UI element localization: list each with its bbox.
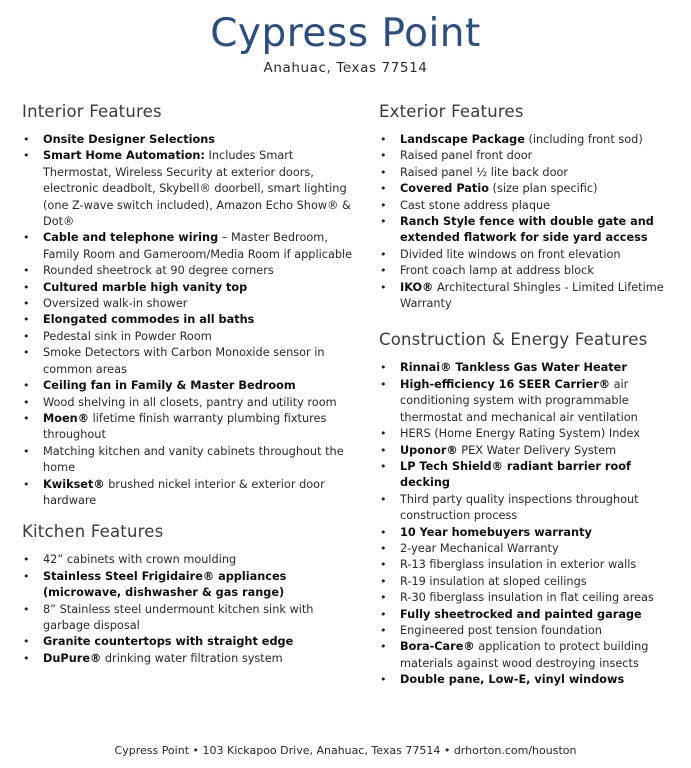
feature-item: [22, 329, 362, 345]
feature-item-highlight: Moen®: [43, 411, 90, 425]
feature-item-highlight: Fully sheetrocked and painted garage: [400, 607, 642, 621]
feature-item-text: R-30 fiberglass insulation in flat ceiling areas: [400, 591, 654, 605]
feature-item-text: Architectural Shingles - Limited Lifetime Warranty: [400, 280, 664, 311]
feature-item-highlight: Landscape Package: [400, 133, 525, 146]
feature-item: [22, 296, 362, 312]
feature-item-highlight: Double pane, Low-E, vinyl windows: [400, 673, 625, 687]
right-column: [379, 102, 684, 689]
feature-item-text: Wood shelving in all closets, pantry and utility room: [43, 395, 337, 409]
feature-item: [22, 263, 362, 279]
footer-address: Cypress Point • 103 Kickapoo Drive, Anahuac, Texas 77514 • drhorton.com/houston: [114, 744, 577, 757]
feature-item: [379, 165, 684, 181]
feature-item: [22, 552, 362, 568]
page-subtitle: Anahuac, Texas 77514: [263, 60, 428, 76]
feature-item: [379, 639, 684, 672]
feature-item: [379, 607, 684, 623]
feature-item-highlight: Cable and telephone wiring: [43, 231, 219, 245]
feature-item: [22, 312, 362, 328]
feature-item: [379, 459, 684, 492]
feature-item-highlight: Onsite Designer Selections: [43, 133, 215, 146]
feature-item: [379, 181, 684, 197]
feature-item: [22, 651, 362, 667]
feature-item: [22, 444, 362, 477]
feature-item: [379, 574, 684, 590]
feature-item-text: brushed nickel interior & exterior door hardware: [43, 477, 325, 507]
interior-features-list: [22, 132, 362, 509]
feature-item-highlight: Bora-Care®: [400, 640, 475, 654]
feature-item: [22, 280, 362, 296]
feature-item-highlight: DuPure®: [43, 651, 102, 665]
feature-item: [379, 377, 684, 426]
feature-item: [379, 672, 684, 688]
feature-item-text: HERS (Home Energy Rating System) Index: [400, 427, 640, 441]
feature-item-text: Oversized walk-in shower: [43, 297, 188, 311]
feature-item: [22, 569, 362, 602]
feature-item: [22, 395, 362, 411]
feature-item-text: Smoke Detectors with Carbon Monoxide sensor in common areas: [43, 346, 325, 376]
left-column: [22, 102, 362, 667]
feature-item-highlight: 10 Year homebuyers warranty: [400, 525, 592, 539]
feature-item: [379, 443, 684, 459]
feature-item-text: Third party quality inspections throughout construction process: [400, 492, 639, 523]
feature-item: [379, 590, 684, 606]
feature-item-text: (including front sod): [524, 133, 643, 146]
feature-item: [379, 623, 684, 639]
feature-item: [379, 280, 684, 313]
feature-item: [22, 345, 362, 378]
feature-item-text: Cast stone address plaque: [400, 198, 551, 212]
feature-item: [379, 148, 684, 164]
feature-item-text: application to protect building materials against wood destroying insects: [400, 640, 649, 670]
feature-item-text: – Master Bedroom, Family Room and Gameroom/Media Room if applicable: [43, 231, 353, 261]
feature-item: [379, 541, 684, 557]
feature-item-highlight: Rinnai® Tankless Gas Water Heater: [400, 361, 627, 375]
feature-item-text: Matching kitchen and vanity cabinets throughout the home: [43, 444, 344, 475]
feature-item-text: Engineered post tension foundation: [400, 623, 602, 637]
feature-item-text: Pedestal sink in Powder Room: [43, 329, 212, 343]
feature-item-text: air conditioning system with programmable thermostat and mechanical air ventilation: [400, 377, 638, 424]
feature-item: [379, 214, 684, 247]
feature-item-highlight: Ranch Style fence with double gate and extended flatwork for side yard access: [400, 215, 654, 245]
feature-item-text: Raised panel front door: [400, 149, 533, 163]
feature-item-highlight: Covered Patio: [400, 182, 489, 196]
feature-item: [379, 263, 684, 279]
page-title: Cypress Point: [210, 11, 481, 56]
feature-item-highlight: Elongated commodes in all baths: [43, 313, 255, 327]
feature-item-text: 8” Stainless steel undermount kitchen sink with garbage disposal: [43, 602, 314, 632]
feature-item-highlight: Ceiling fan in Family & Master Bedroom: [43, 379, 296, 393]
feature-item-text: 2-year Mechanical Warranty: [400, 541, 559, 555]
feature-item: [379, 132, 684, 148]
feature-item-text: Rounded sheetrock at 90 degree corners: [43, 264, 274, 278]
feature-item-text: Includes Smart Thermostat, Wireless Security at exterior doors, electronic deadbolt, Skybell® doorbell, smart lighting (one Z-wave switch included), Amazon Echo Show® & Dot®: [43, 149, 351, 229]
feature-item-text: Front coach lamp at address block: [400, 264, 594, 278]
feature-item: [22, 230, 362, 263]
feature-item-highlight: Smart Home Automation:: [43, 149, 205, 163]
feature-item-text: PEX Water Delivery System: [457, 443, 617, 457]
feature-item-text: Divided lite windows on front elevation: [400, 247, 621, 261]
feature-item-highlight: Cultured marble high vanity top: [43, 280, 248, 294]
feature-item-text: (size plan specific): [488, 182, 598, 196]
feature-item-text: 42” cabinets with crown moulding: [43, 553, 237, 567]
feature-item: [22, 477, 362, 510]
feature-item: [22, 411, 362, 444]
feature-item-highlight: LP Tech Shield® radiant barrier roof decking: [400, 459, 631, 490]
exterior-features-heading: Exterior Features: [379, 102, 524, 121]
feature-item: [379, 247, 684, 263]
feature-item: [379, 360, 684, 376]
kitchen-features-list: [22, 552, 362, 667]
feature-item: [22, 634, 362, 650]
exterior-features-list: [379, 132, 684, 312]
feature-item-highlight: Uponor®: [400, 443, 458, 457]
feature-item-text: R-13 fiberglass insulation in exterior walls: [400, 558, 637, 572]
feature-item-highlight: IKO®: [400, 280, 434, 294]
feature-item-highlight: Granite countertops with straight edge: [43, 635, 294, 649]
feature-item: [22, 132, 362, 148]
interior-features-heading: Interior Features: [22, 102, 162, 121]
kitchen-features-heading: Kitchen Features: [22, 522, 164, 542]
feature-item: [379, 525, 684, 541]
feature-item-text: lifetime finish warranty plumbing fixtures throughout: [43, 411, 327, 442]
feature-item-highlight: Stainless Steel Frigidaire® appliances (microwave, dishwasher & gas range): [43, 569, 287, 600]
feature-item-text: R-19 insulation at sloped ceilings: [400, 574, 587, 588]
feature-item-text: Raised panel ½ lite back door: [400, 165, 569, 179]
feature-item-highlight: Kwikset®: [43, 477, 105, 491]
feature-item-highlight: High-efficiency 16 SEER Carrier®: [400, 377, 610, 391]
construction-features-heading: Construction & Energy Features: [379, 330, 648, 350]
feature-item: [22, 378, 362, 394]
feature-item: [379, 198, 684, 214]
feature-item-text: drinking water filtration system: [101, 651, 283, 665]
feature-item: [379, 492, 684, 525]
feature-item: [22, 148, 362, 230]
construction-features-list: [379, 360, 684, 688]
feature-item: [379, 426, 684, 442]
feature-item: [22, 602, 362, 635]
feature-item: [379, 557, 684, 573]
